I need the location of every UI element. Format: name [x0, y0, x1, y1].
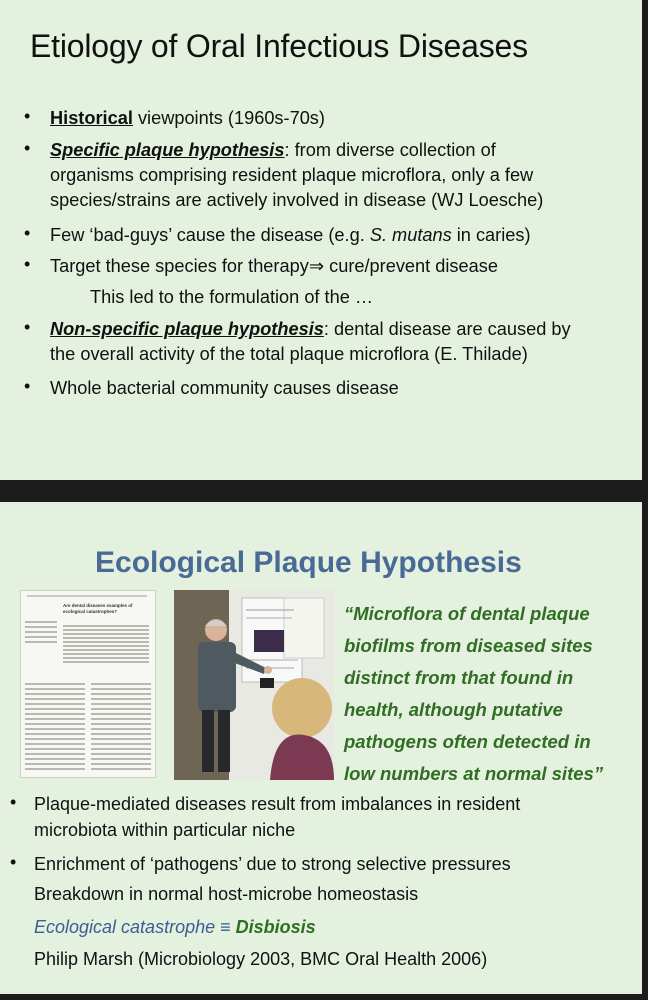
article-text-line	[25, 626, 57, 628]
article-text-line	[25, 723, 85, 725]
slide-title: Ecological Plaque Hypothesis	[95, 546, 522, 579]
article-text-line	[25, 693, 85, 695]
article-text-line	[63, 645, 149, 647]
slide-title: Etiology of Oral Infectious Diseases	[30, 28, 528, 64]
article-text-line	[91, 753, 151, 755]
article-text-line	[63, 625, 149, 627]
article-text-line	[25, 763, 85, 765]
article-text-line	[25, 641, 57, 643]
paper-title: Are dental diseases examples of ecological catastrophes?	[63, 603, 133, 614]
quote-line: low numbers at normal sites”	[344, 763, 604, 784]
article-text-line	[91, 683, 151, 685]
disbiosis-line: Ecological catastrophe ≡ Disbiosis	[34, 917, 316, 937]
article-text-line	[63, 637, 149, 639]
bullet-line: species/strains are actively involved in disease (WJ Loesche)	[50, 190, 544, 210]
bullet-whole-community: Whole bacterial community causes disease	[50, 378, 399, 398]
article-text-line	[91, 698, 151, 700]
bullet-specific-plaque: Specific plaque hypothesis: from diverse collection of	[50, 140, 496, 160]
article-text-line	[91, 733, 151, 735]
article-text-line	[25, 738, 85, 740]
article-text-line	[25, 753, 85, 755]
article-text-line	[25, 621, 57, 623]
slide-etiology	[0, 0, 642, 480]
article-text-line	[91, 768, 151, 770]
bullet-historical: Historical viewpoints (1960s-70s)	[50, 108, 325, 128]
article-text-line	[25, 631, 57, 633]
article-text-line	[91, 758, 151, 760]
quote-line: biofilms from diseased sites	[344, 635, 593, 656]
article-text-line	[25, 733, 85, 735]
article-text-line	[91, 763, 151, 765]
article-text-line	[25, 708, 85, 710]
bullet-dot: •	[10, 852, 17, 872]
article-text-line	[25, 728, 85, 730]
article-text-line	[91, 693, 151, 695]
article-text-line	[25, 768, 85, 770]
bullet-nonspecific-plaque: Non-specific plaque hypothesis: dental disease are caused by	[50, 319, 571, 339]
bullet-line: organisms comprising resident plaque microflora, only a few	[50, 165, 534, 185]
article-text-line	[63, 633, 149, 635]
article-text-line	[91, 743, 151, 745]
article-text-line	[25, 698, 85, 700]
article-text-line	[63, 653, 149, 655]
article-text-line	[25, 703, 85, 705]
bullet-dot: •	[24, 376, 31, 396]
bullet-line: microbiota within particular niche	[34, 820, 296, 840]
article-text-line	[25, 748, 85, 750]
bullet-dot: •	[24, 138, 31, 158]
article-text-line	[91, 738, 151, 740]
article-text-line	[63, 629, 149, 631]
presenter-photo	[174, 590, 334, 780]
article-text-line	[63, 657, 149, 659]
article-text-line	[91, 708, 151, 710]
article-text-line	[91, 713, 151, 715]
article-text-line	[63, 649, 149, 651]
article-text-line	[25, 758, 85, 760]
article-text-line	[63, 641, 149, 643]
quote-line: distinct from that found in	[344, 667, 574, 688]
bullet-line: Breakdown in normal host-microbe homeostasis	[34, 884, 419, 904]
bullet-target-species: Target these species for therapy⇒ cure/prevent disease	[50, 256, 498, 276]
bullet-dot: •	[24, 106, 31, 126]
article-text-line	[25, 743, 85, 745]
quote-line: pathogens often detected in	[344, 731, 591, 752]
article-text-line	[91, 728, 151, 730]
bullet-bad-guys: Few ‘bad-guys’ cause the disease (e.g. S. mutans in caries)	[50, 225, 531, 245]
article-text-line	[63, 661, 149, 663]
article-text-line	[25, 688, 85, 690]
article-text-line	[25, 683, 85, 685]
journal-article-image	[20, 590, 156, 778]
bullet-dot: •	[24, 223, 31, 243]
article-text-line	[91, 688, 151, 690]
article-text-line	[91, 748, 151, 750]
bullet-enrichment: Enrichment of ‘pathogens’ due to strong selective pressures	[34, 854, 511, 874]
implies-arrow-icon: ⇒	[308, 256, 325, 276]
article-text-line	[25, 636, 57, 638]
reference-line: Philip Marsh (Microbiology 2003, BMC Oral Health 2006)	[34, 949, 488, 969]
quote-line: “Microflora of dental plaque	[344, 603, 590, 624]
bullet-imbalance: Plaque-mediated diseases result from imbalances in resident	[34, 794, 521, 814]
marsh-quote	[344, 598, 634, 790]
article-text-line	[25, 713, 85, 715]
quote-line: health, although putative	[344, 699, 563, 720]
article-text-line	[91, 703, 151, 705]
article-text-line	[91, 718, 151, 720]
slide-ecological	[0, 502, 642, 994]
photo-illustration	[174, 590, 334, 780]
transition-note: This led to the formulation of the …	[90, 287, 374, 307]
equivalence-icon: ≡	[220, 917, 231, 937]
bullet-dot: •	[10, 792, 17, 812]
bullet-line: the overall activity of the total plaque microflora (E. Thilade)	[50, 344, 528, 364]
article-text-line	[91, 723, 151, 725]
bullet-dot: •	[24, 317, 31, 337]
article-text-line	[25, 718, 85, 720]
bullet-dot: •	[24, 254, 31, 274]
